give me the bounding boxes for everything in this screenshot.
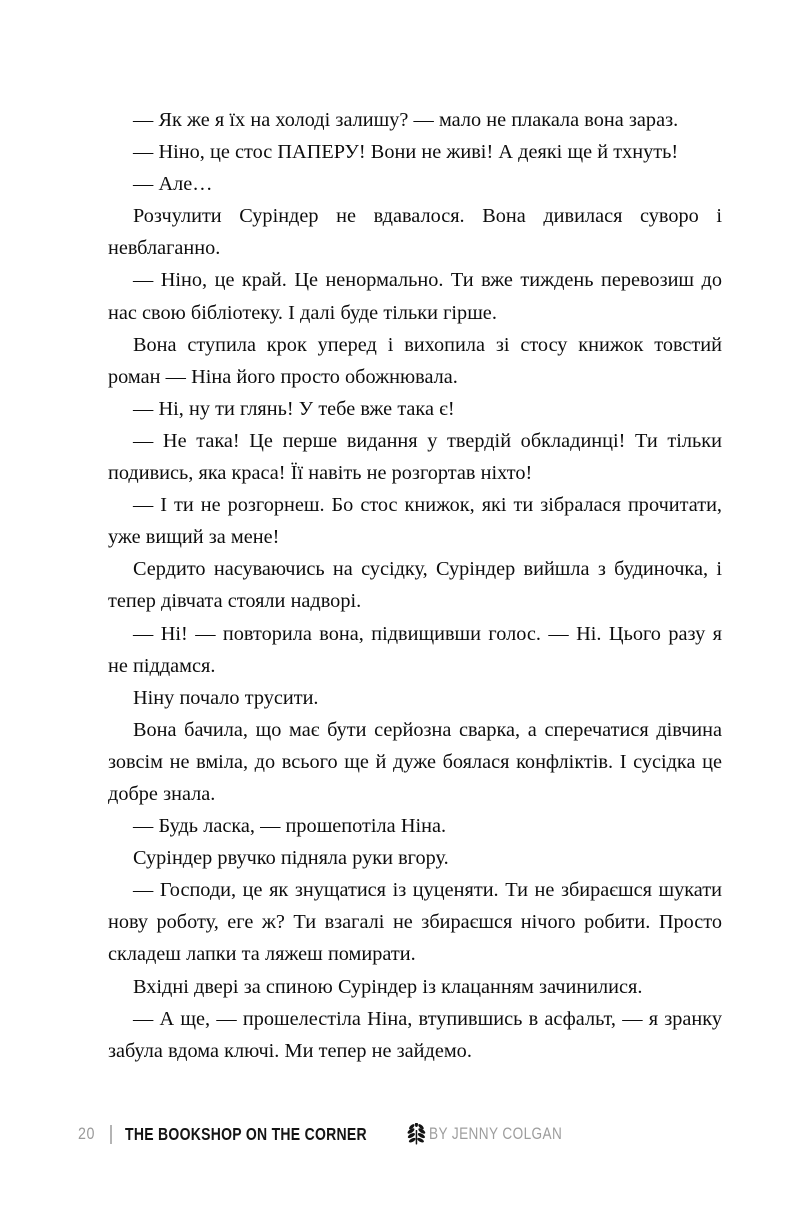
footer-divider: [110, 1125, 112, 1144]
body-paragraph: Ніну почало трусити.: [133, 686, 319, 709]
body-paragraph: — Ніно, це край. Це ненормально. Ти вже тиждень перевозиш до нас свою бібліотеку. І далі буде тільки гірше.: [108, 269, 722, 324]
folio-page-number: 20: [78, 1124, 95, 1143]
body-paragraph: Суріндер рвучко підняла руки вгору.: [133, 847, 449, 870]
footer-book-title: THE BOOKSHOP ON THE CORNER: [124, 1123, 367, 1144]
body-paragraph: — А ще, — прошелестіла Ніна, втупившись в асфальт, — я зранку забула вдома ключі. Ми тепер не зайдемо.: [108, 1007, 722, 1062]
body-paragraph: — І ти не розгорнеш. Бо стос книжок, які ти зібралася прочитати, уже вищий за мене!: [108, 494, 722, 549]
body-paragraph: Вона бачила, що має бути серйозна сварка, а сперечатися дівчина зовсім не вміла, до всього ще й дуже боялася конфліктів. І сусідка це добре знала.: [108, 718, 722, 805]
body-paragraph: Вона ступила крок уперед і вихопила зі стосу книжок товстий роман — Ніна його просто обожнювала.: [108, 333, 722, 388]
body-paragraph: — Ні! — повторила вона, підвищивши голос. — Ні. Цього разу я не піддамся.: [108, 622, 722, 677]
body-paragraph: — Але…: [133, 173, 213, 196]
body-paragraph: — Будь ласка, — прошепотіла Ніна.: [133, 815, 447, 838]
leaf-sprig-icon: [407, 1123, 426, 1145]
page-body-text: [108, 104, 722, 1067]
body-paragraph: — Ні, ну ти глянь! У тебе вже така є!: [133, 397, 455, 420]
body-paragraph: Сердито насуваючись на сусідку, Суріндер вийшла з будиночка, і тепер дівчата стояли надворі.: [108, 558, 722, 613]
body-paragraph: Розчулити Суріндер не вдавалося. Вона дивилася суворо і невблаганно.: [108, 205, 722, 260]
body-paragraph: — Ніно, це стос ПАПЕРУ! Вони не живі! А деякі ще й тхнуть!: [133, 141, 679, 164]
body-paragraph: — Як же я їх на холоді залишу? — мало не плакала вона зараз.: [133, 109, 679, 131]
body-paragraph: — Господи, це як знущатися із цуценяти. Ти не збираєшся шукати нову роботу, еге ж? Ти взагалі не збираєшся нічого робити. Просто складеш лапки та ляжеш помирати.: [108, 879, 722, 966]
body-paragraph: — Не така! Це перше видання у твердій обкладинці! Ти тільки подивись, яка краса! Її навіть не розгортав ніхто!: [108, 429, 722, 485]
page-footer: [78, 1122, 596, 1146]
footer-byline: BY JENNY COLGAN: [429, 1124, 563, 1143]
body-paragraph: Вхідні двері за спиною Суріндер із клацанням зачинилися.: [133, 975, 643, 998]
